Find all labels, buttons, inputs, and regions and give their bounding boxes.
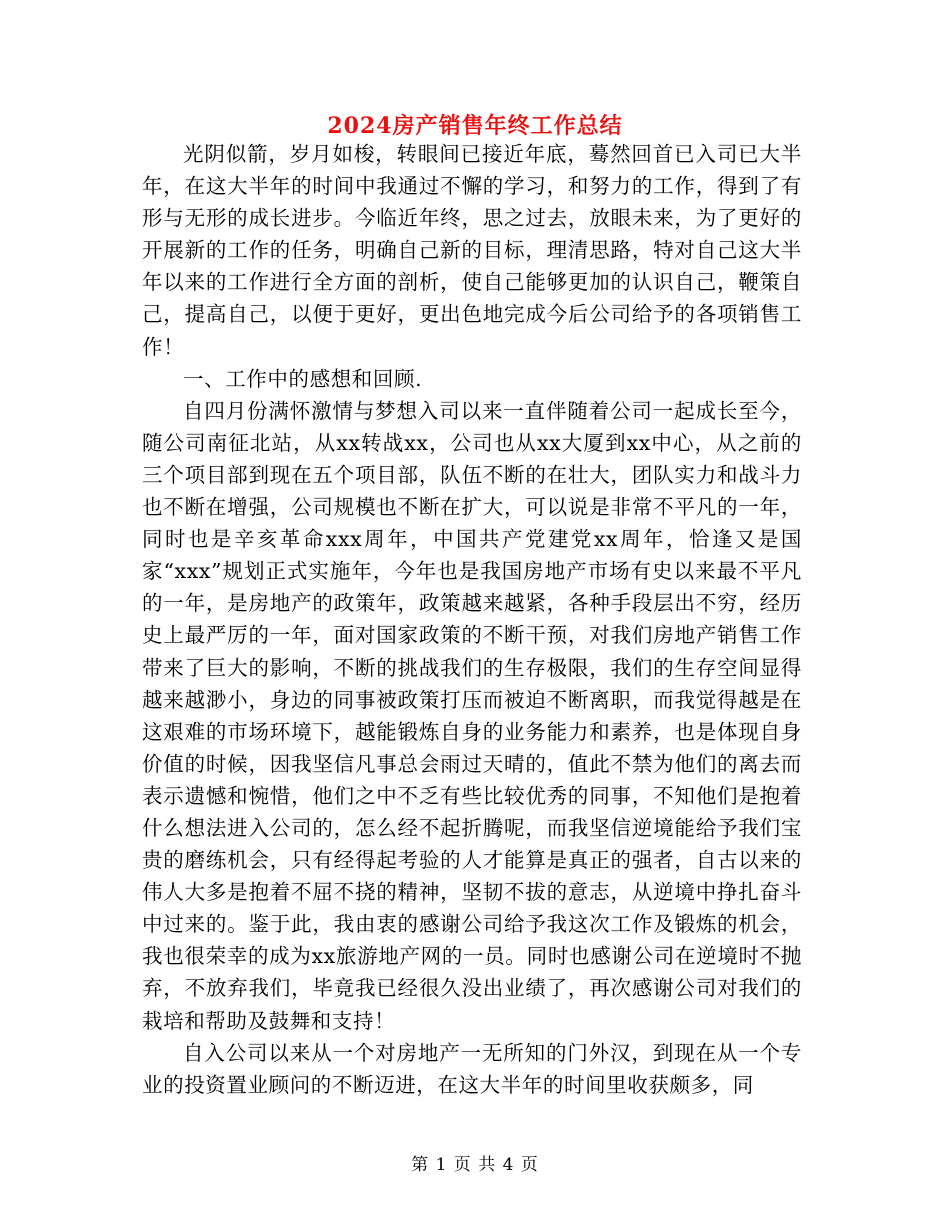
page-footer: 第 1 页 共 4 页: [411, 1155, 539, 1175]
section-heading: 一、工作中的感想和回顾.: [183, 366, 423, 391]
paragraph-intro: 光阴似箭，岁月如梭，转眼间已接近年底，蓦然回首已入司已大半年，在这大半年的时间中我通过不懈的学习，和努力的工作，得到了有形与无形的成长进步。今临近年终，思之过去，放眼未来，为了更好的开展新的工作的任务，明确自己新的目标，理清思路，特对自己这大半年以来的工作进行全方面的剖析，使自己能够更加的认识自己，鞭策自己，提高自己，以便于更好，更出色地完成今后公司给予的各项销售工作！: [142, 142, 802, 359]
paragraph-growth: 自入公司以来从一个对房地产一无所知的门外汉，到现在从一个专业的投资置业顾问的不断迈进，在这大半年的时间里收获颇多，同: [142, 1040, 802, 1097]
document-body: [142, 138, 802, 1101]
document-title: 2024房产销售年终工作总结: [327, 113, 623, 139]
paragraph-review: 自四月份满怀激情与梦想入司以来一直伴随着公司一起成长至今，随公司南征北站，从xx转战xx，公司也从xx大厦到xx中心，从之前的三个项目部到现在五个项目部，队伍不断的在壮大，团队实力和战斗力也不断在增强，公司规模也不断在扩大，可以说是非常不平凡的一年，同时也是辛亥革命xxx周年，中国共产党建党xx周年，恰逢又是国家“xxx”规划正式实施年，今年也是我国房地产市场有史以来最不平凡的一年，是房地产的政策年，政策越来越紧，各种手段层出不穷，经历史上最严厉的一年，面对国家政策的不断干预，对我们房地产销售工作带来了巨大的影响，不断的挑战我们的生存极限，我们的生存空间显得越来越渺小，身边的同事被政策打压而被迫不断离职，而我觉得越是在这艰难的市场环境下，越能锻炼自身的业务能力和素养，也是体现自身价值的时候，因我坚信凡事总会雨过天晴的，值此不禁为他们的离去而表示遗憾和惋惜，他们之中不乏有些比较优秀的同事，不知他们是抱着什么想法进入公司的，怎么经不起折腾呢，而我坚信逆境能给予我们宝贵的磨练机会，只有经得起考验的人才能算是真正的强者，自古以来的伟人大多是抱着不屈不挠的精神，坚韧不拔的意志，从逆境中挣扎奋斗中过来的。鉴于此，我由衷的感谢公司给予我这次工作及锻炼的机会，我也很荣幸的成为xx旅游地产网的一员。同时也感谢公司在逆境时不抛弃，不放弃我们，毕竟我已经很久没出业绩了，再次感谢公司对我们的栽培和帮助及鼓舞和支持！: [142, 398, 802, 1033]
